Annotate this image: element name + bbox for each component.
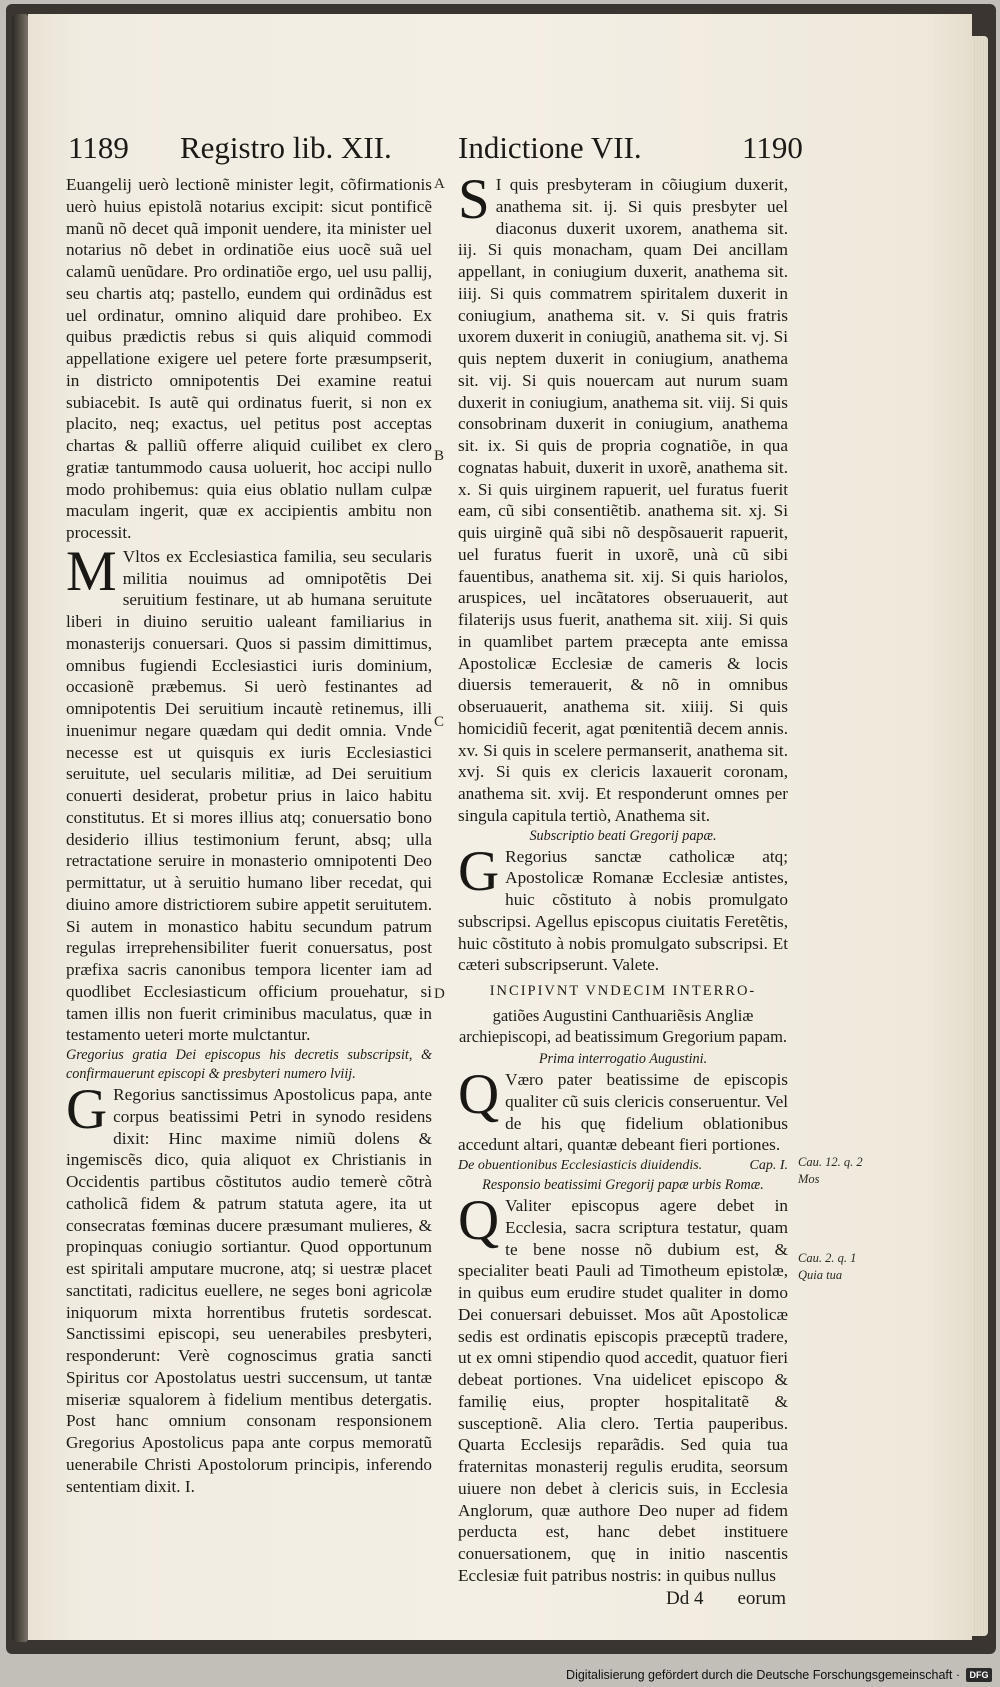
left-column	[66, 174, 432, 1497]
drop-cap: S	[458, 168, 490, 231]
section-letter-b: B	[434, 448, 445, 464]
drop-cap: M	[66, 539, 117, 603]
right-column	[458, 168, 788, 1610]
digitization-footer	[560, 1664, 1000, 1686]
chapter-number: Cap. I.	[749, 1158, 788, 1173]
response-title: Responsio beatissimi Gregorij papæ urbis Romæ.	[482, 1177, 764, 1193]
question-title: Prima interrogatio Augustini.	[538, 1051, 708, 1067]
subscription-note: Gregorius gratia Dei episcopus his decretis subscripsit, & confirmauerunt episcopi & presbyteri numero lviij.	[66, 1047, 432, 1082]
paragraph	[458, 168, 788, 827]
page-number-right: 1190	[742, 130, 803, 165]
subscription-title: Subscriptio beati Gregorij papæ.	[529, 827, 717, 844]
margin-note-line: Cau. 2. q. 1	[798, 1251, 857, 1265]
paragraph	[458, 1189, 788, 1587]
drop-cap: G	[66, 1078, 108, 1141]
paragraph	[458, 839, 788, 977]
paragraph-text: Regorius sanctæ catholicæ atq; Apostolicæ Romanæ Ecclesiæ antistes, huic cõstituto à nobis promulgato subscripsi. Agellus episcopus ciuitatis Feretẽtis, huic cõstituto à nobis promulgato subscripsi. Et cæteri subscripserunt. Valete.	[458, 846, 788, 975]
rubric-text: De obuentionibus Ecclesiasticis diuidendis.	[458, 1158, 703, 1173]
paragraph	[66, 539, 432, 1046]
paragraph	[458, 1063, 788, 1156]
section-heading-rest: gatiões Augustini Canthuariẽsis Angliæ archiepiscopi, ad beatissimum Gregorium papam.	[458, 1006, 788, 1046]
page-number-left: 1189	[68, 130, 129, 165]
section-letter-c: C	[434, 714, 445, 730]
margin-note-line: Mos	[798, 1172, 820, 1186]
dfg-logo-icon: DFG	[966, 1668, 992, 1682]
section-letter-d: D	[434, 986, 445, 1002]
paragraph-text: Regorius sanctissimus Apostolicus papa, ante corpus beatissimi Petri in synodo residens dixit: Hinc maxime nimiũ dolens & ingemiscẽs dico, quia aliquot ex Christianis in Occidentis partibus cõstitutos audio temerè cõtrà catholicã fidem & patrum statuta agere, ita ut consecratas fœminas ducere præsumant mulieres, & propinquas coniugio sortiantur. Quod opportunum est spiritali amputare mucrone, atq; si uestræ placet sanctitati, radicitus euellere, ne seges boni agricolæ iniquorum mixta horrentibus frutetis sordescat. Sanctissimi episcopi, seu uenerabiles presbyteri, responderunt: Verè cognoscimus gratia sancti Spiritus cor Apostolatus uestri succensum, ut tantæ miseriæ squalorem à fidelium mentibus detergatis. Post hanc omnium consonam responsionem Gregorius Apostolicus papa ante corpus memoratũ uenerabile Christi Apostolorum principis, inferendo sententiam dixit. I.	[66, 1085, 432, 1496]
running-title-right: Indictione VII.	[458, 130, 642, 165]
book-page	[28, 14, 972, 1640]
chapter-rubric	[458, 1156, 788, 1176]
paragraph	[66, 1078, 432, 1497]
drop-cap: G	[458, 839, 500, 903]
paragraph-text: Værо pater beatissime de episcopis qualiter cũ suis clericis conseruentur. Vel de his quę fidelium oblationibus accedunt altari, quantæ debeant fieri portiones.	[458, 1070, 788, 1155]
catchword: eorum	[737, 1587, 786, 1609]
margin-note-2	[798, 1250, 868, 1284]
margin-note-line: Cau. 12. q. 2	[798, 1155, 863, 1169]
running-head	[28, 126, 972, 180]
margin-note-line: Quia tua	[798, 1268, 843, 1282]
running-title-left: Registro lib. XII.	[180, 130, 392, 165]
drop-cap: Q	[458, 1063, 500, 1126]
paragraph-text: Vltos ex Ecclesiastica familia, seu secularis militia nouimus ad omnipotẽtis Dei seruitium festinare, ut ab humana seruitute liberi in diuino seruitio ualeant familiarius in monasterijs conuersari. Quos si passim dimittimus, omnibus fugiendi Ecclesiastici iuris dominium, occasionẽ præbemus. Si uerò festinantes ad omnipotentis Dei seruitium incautè retinemus, illi inuenimur negare quædam qui dedit omnia. Vnde necesse est ut quisquis ex iuris Ecclesiastici seruitute, uel secularis militiæ, ad Dei seruitium conuerti desiderat, probetur prius in laico habitu constitutus. Et si mores illius atq; conuersatio bono desiderio illius testimonium ferunt, absq; ulla retractatione seruire in monasterio omnipotenti Deo permittatur, ut à seruitio humano liber recedat, qui diuino amore districtiorem subire appetit seruitutem. Si autem in monastico habitu secundum patrum regulas irreprehensibiliter fuerit conuersatus, post præfixa sacris canonibus tempora licenter iam ad quodlibet Ecclesiasticum officium prouehatur, si tamen illis non fuerit criminibus maculatus, quæ in testamento ueteri morte mulctantur.	[66, 546, 432, 1045]
book-spine-edge	[12, 14, 28, 1642]
section-heading: INCIPIVNT VNDECIM INTERRO-	[489, 983, 757, 999]
drop-cap: Q	[458, 1189, 500, 1252]
paragraph-text: I quis presbyteram in cõiugium duxerit, anathema sit. ij. Si quis presbyter uel diaconus duxerit uxorem, anathema sit. iij. Si quis monacham, quam Dei ancillam appellant, in coniugium duxerit, anathema sit. iiij. Si quis commatrem spiritalem duxerit in coniugium, anathema sit. v. Si quis fratris uxorem duxerit in coniugiũ, anathema sit. vj. Si quis neptem duxerit in coniugium, anathema sit. vij. Si quis nouercam aut nurum suam duxerit in coniugium, anathema sit. viij. Si quis consobrinam duxerit in coniugium, anathema sit. ix. Si quis de propria cognatiõe, in qua cognatas habuit, duxerit in uxorẽ, anathema sit. x. Si quis uirginem rapuerit, uel furatus fuerit eam, cũ sibi consentiẽtib. anathema sit. xj. Si quis uirginẽ quã sibi nõ despõsauerit rapuerit, uel furatus fuerit in uxorẽ, unà cũ sibi fauentibus, anathema sit. xij. Si quis hariolos, aruspices, uel incãtatores obseruauerit, aut filaterijs usus fuerit, anathema sit. xiij. Si quis in quamlibet partem præcepta ante emissa Apostolicæ Ecclesiæ de cameris & locis diuersis temerauerit, & nõ in omnibus obseruauerit, anathema sit. xiiij. Si quis homicidiũ fecerit, agat pœnitentiã decem annis. xv. Si quis in scelere permanserit, anathema sit. xvj. Si quis ex clericis laxauerit coronam, anathema sit. xvij. Et responderunt omnes per singula capitula tertiò, Anathema sit.	[458, 175, 788, 825]
paragraph: Euangelij uerò lectionẽ minister legit, cõfirmationis uerò huius epistolã notarius excipit: sicut pontificẽ manũ nõ decet quã imponit uendere, ita minister uel notarius nõ debet in ordinatiõe eius uocẽ suã uel calamũ uenũdare. Pro ordinatiõe ergo, uel usu pallij, seu chartis atq; pastello, eundem qui ordinãdus est uel ordinatur, omnino aliquid dare prohibeo. Ex quibus prædictis rebus si quis aliquid commodi appellatione exigere uel petere forte præsumpserit, in districto omnipotentis Dei examine reatui subiacebit. Is autẽ qui ordinatus fuerit, si non ex placito, neq; exactus, uel petitus post acceptas chartas & palliũ offerre aliquid cuilibet ex clero gratiæ tantummodo causa uoluerit, hoc accipi nullo modo prohibemus: quia eius oblatio nullam culpæ maculam ingerit, quæ ex accipientis ambitu non processit.	[66, 175, 432, 542]
section-letter-a: A	[434, 176, 445, 192]
margin-note-1	[798, 1154, 868, 1188]
signature-mark: Dd 4	[665, 1587, 704, 1609]
signature-line	[458, 1588, 788, 1610]
paragraph-text: Valiter episcopus agere debet in Ecclesia, sacra scriptura testatur, quam te bene nosse nõ dubium est, & specialiter beati Pauli ad Timotheum epistolæ, in quibus eum erudire studet qualiter in domo Dei conuersari debuisset. Mos aũt Apostolicæ sedis est ordinatis episcopis præceptũ tradere, ut ex omni stipendio quod accedit, quatuor fieri debeat portiones. Vna uidelicet episcopo & familię eius, propter hospitalitatẽ & susceptionẽ. Alia clero. Tertia pauperibus. Quarta Ecclesijs reparãdis. Sed quia tua fraternitas monasterij regulis erudita, seorsum uiuere non debet à clericis suis, in Ecclesia Anglorum, quæ authore Deo nuper ad fidem perducta est, hanc debet instituere conuersationem, quę in initio nascentis Ecclesiæ fuit patribus nostris: in quibus nullus	[458, 1196, 788, 1585]
footer-text: Digitalisierung gefördert durch die Deutsche Forschungsgemeinschaft ·	[566, 1668, 960, 1682]
